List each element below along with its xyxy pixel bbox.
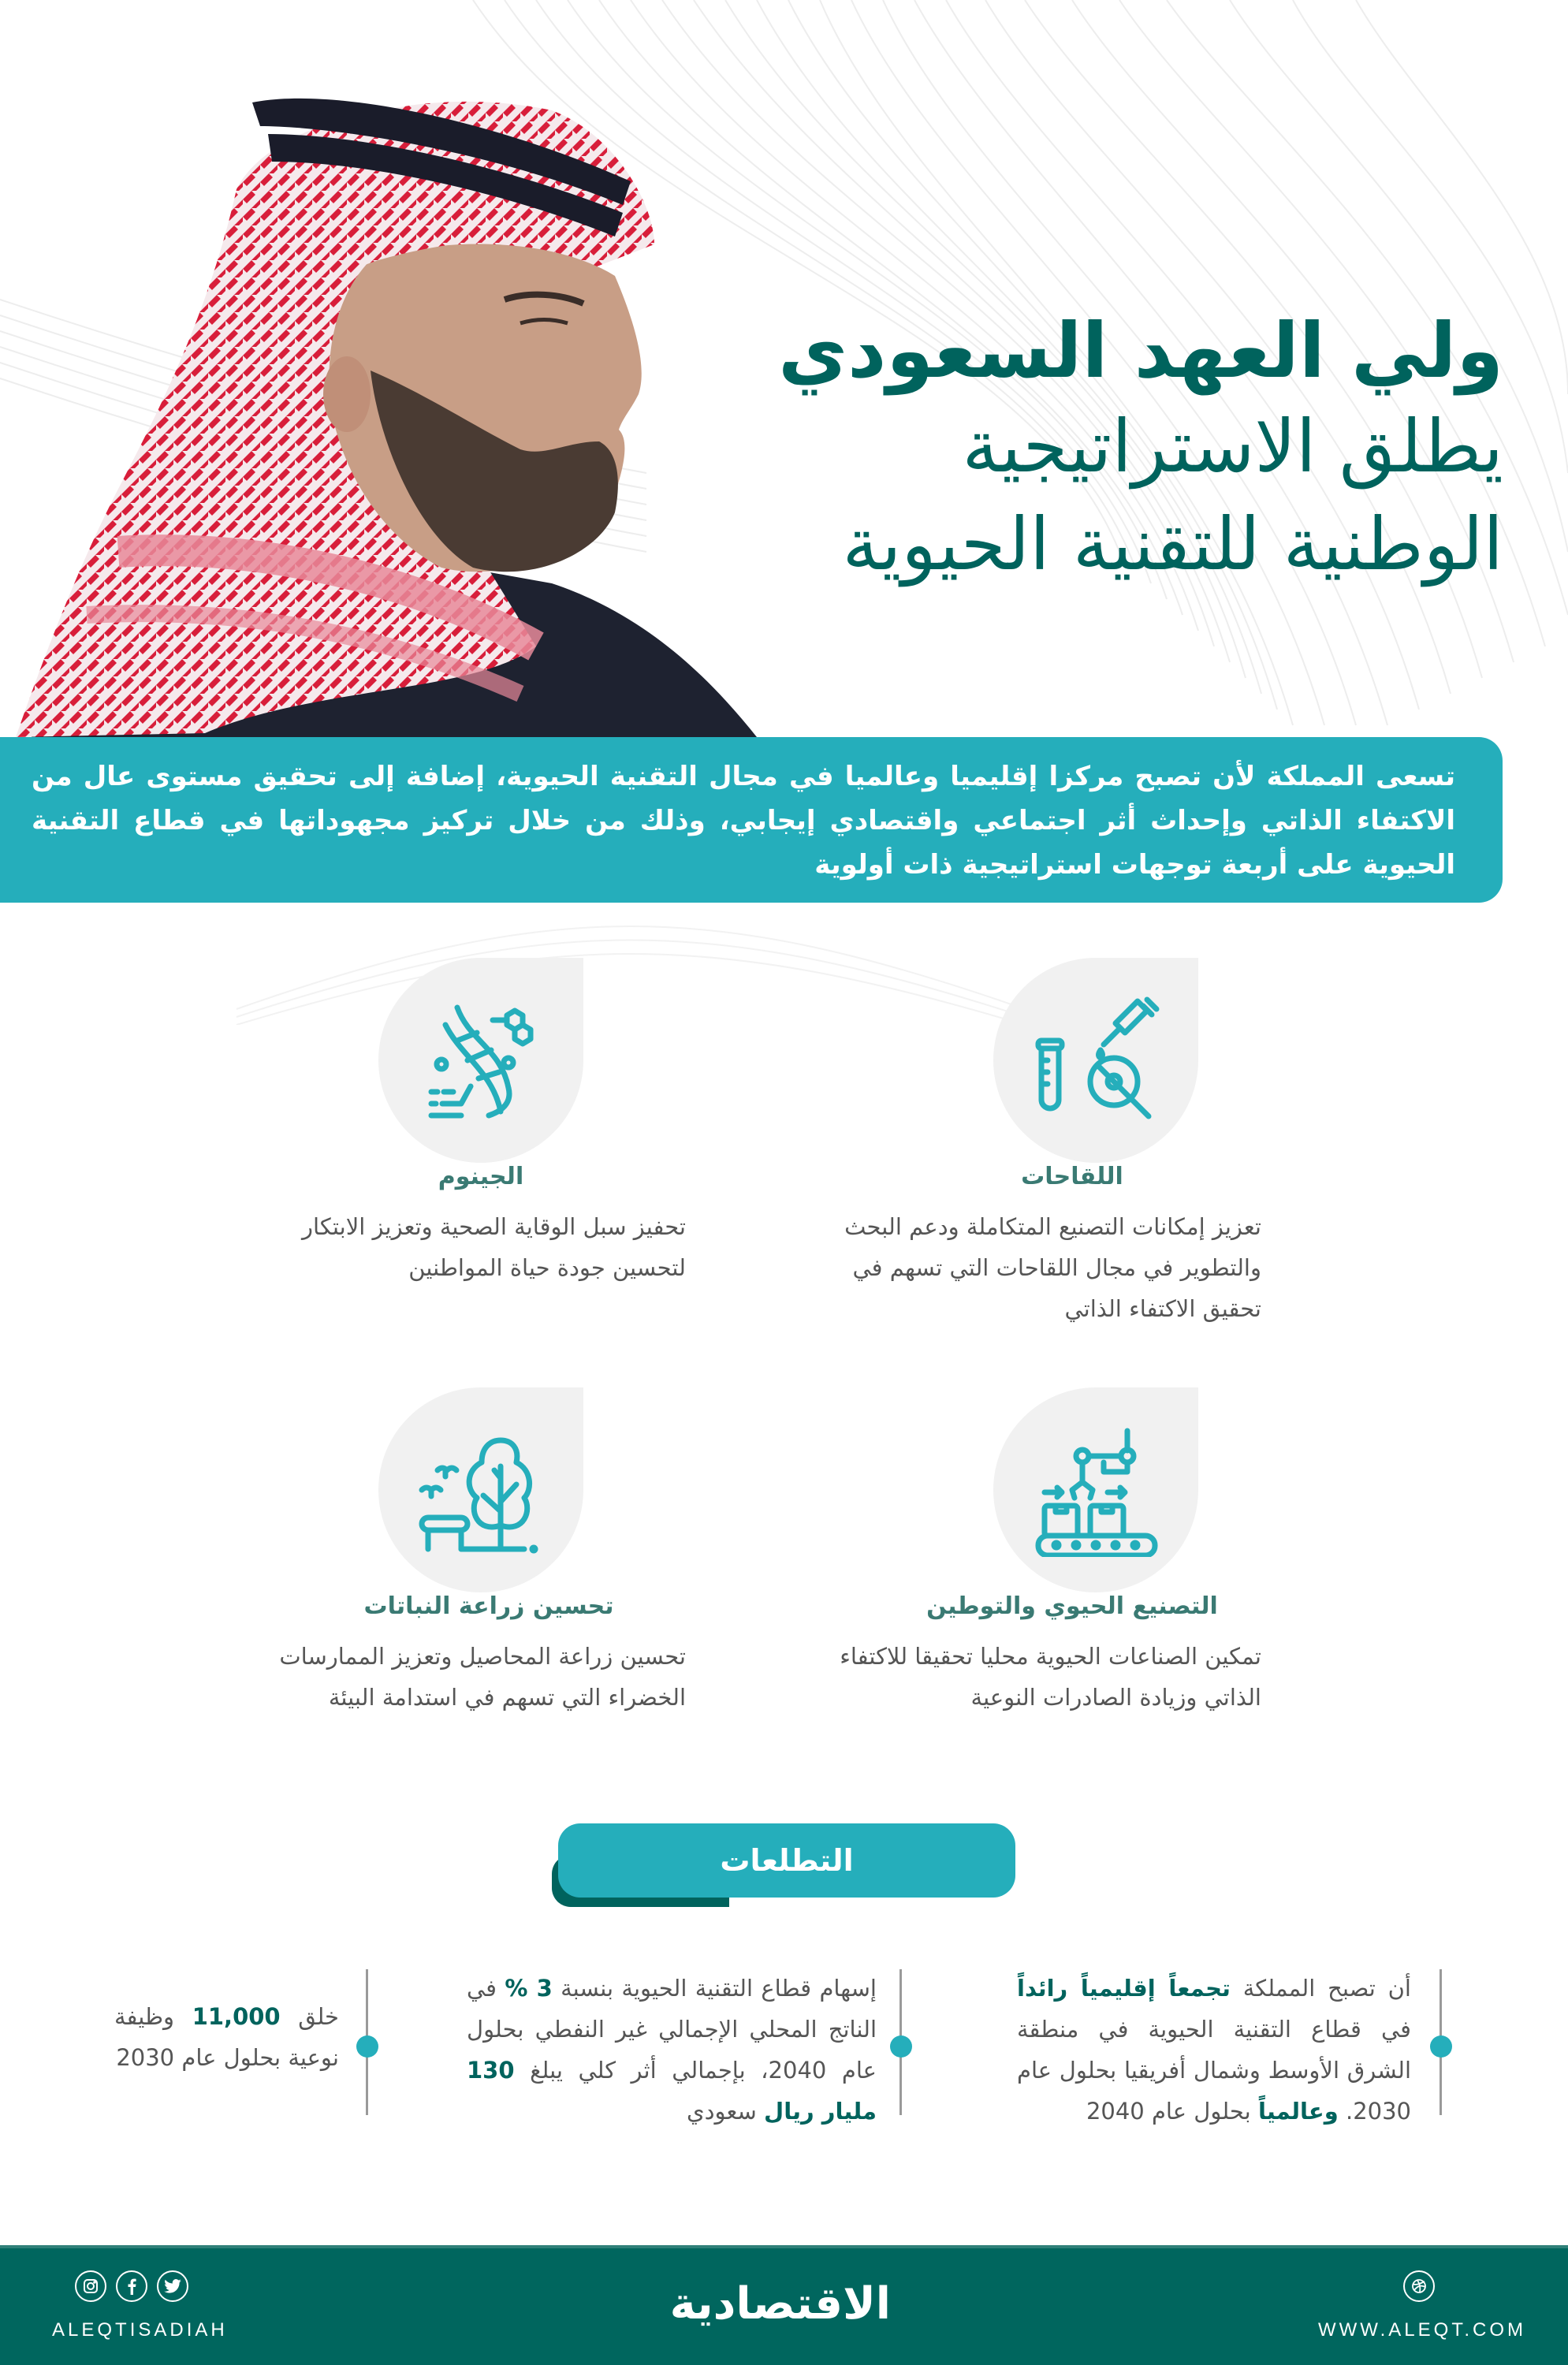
pillar-vaccines bbox=[844, 942, 1317, 1336]
pillar-title: التصنيع الحيوي والتوطين bbox=[926, 1592, 1218, 1620]
timeline-dot bbox=[890, 2035, 912, 2058]
portrait-photo bbox=[0, 0, 788, 737]
globe-icon bbox=[1403, 2270, 1435, 2302]
instagram-icon[interactable] bbox=[75, 2270, 106, 2302]
timeline-dot bbox=[356, 2035, 378, 2058]
icon-background bbox=[993, 958, 1198, 1163]
headline-line-1: ولي العهد السعودي bbox=[778, 307, 1503, 395]
pillar-title: تحسين زراعة النباتات bbox=[363, 1592, 614, 1620]
pillar-genome bbox=[268, 942, 710, 1336]
twitter-icon[interactable] bbox=[157, 2270, 188, 2302]
pillar-description: تحسين زراعة المحاصيل وتعزيز الممارسات الخضراء التي تسهم في استدامة البيئة bbox=[279, 1643, 686, 1711]
pillar-title: الجينوم bbox=[438, 1163, 524, 1190]
aspiration-item-jobs: خلق 11,000 وظيفة نوعية بحلول عام 2030 bbox=[114, 2003, 339, 2071]
aspiration-item-gdp-share: إسهام قطاع التقنية الحيوية بنسبة 3 % في الناتج المحلي الإجمالي غير النفطي بحلول عام 2040، بإجمالي أثر كلي يبلغ 130 مليار ريال سعودي bbox=[467, 1975, 877, 2125]
aspirations-header bbox=[552, 1823, 1015, 1901]
headline-line-3: الوطنية للتقنية الحيوية bbox=[842, 502, 1503, 587]
brand-logo: الاقتصادية bbox=[669, 2278, 891, 2330]
footer bbox=[0, 2245, 1568, 2365]
timeline-dot bbox=[1430, 2035, 1452, 2058]
dna-genome-icon bbox=[414, 993, 548, 1127]
intro-text: تسعى المملكة لأن تصبح مركزا إقليميا وعالميا في مجال التقنية الحيوية، إضافة إلى تحقيق مستوى عال من الاكتفاء الذاتي وإحداث أثر اجتماعي واقتصادي إيجابي، وذلك من خلال تركيز مجهوداتها في قطاع التقنية الحيوية على أربعة توجهات استراتيجية ذات أولوية bbox=[32, 761, 1455, 881]
conveyor-manufacturing-icon bbox=[1029, 1423, 1163, 1557]
pillar-description: تحفيز سبل الوقاية الصحية وتعزيز الابتكار لتحسين جودة حياة المواطنين bbox=[302, 1213, 686, 1281]
pillar-description: تعزيز إمكانات التصنيع المتكاملة ودعم البحث والتطوير في مجال اللقاحات التي تسهم في تحقيق الاكتفاء الذاتي bbox=[844, 1213, 1261, 1322]
pillar-title: اللقاحات bbox=[1021, 1163, 1123, 1190]
headline bbox=[715, 304, 1503, 594]
aspirations-title: التطلعات bbox=[720, 1843, 854, 1878]
headline-line-2: يطلق الاستراتيجية bbox=[962, 404, 1503, 489]
pillar-description: تمكين الصناعات الحيوية محليا تحقيقا للاكتفاء الذاتي وزيادة الصادرات النوعية bbox=[840, 1643, 1261, 1711]
icon-background bbox=[378, 1387, 583, 1592]
pillar-biomanufacturing bbox=[840, 1380, 1317, 1742]
tree-plant-icon bbox=[414, 1423, 548, 1557]
pillar-plant-farming bbox=[268, 1380, 710, 1742]
facebook-icon[interactable] bbox=[116, 2270, 147, 2302]
vaccine-icon bbox=[1029, 993, 1163, 1127]
social-handle[interactable]: ALEQTISADIAH bbox=[52, 2319, 228, 2341]
icon-background bbox=[378, 958, 583, 1163]
icon-background bbox=[993, 1387, 1198, 1592]
social-links bbox=[75, 2270, 188, 2302]
aspirations-pill bbox=[558, 1823, 1015, 1898]
aspiration-item-regional-hub: أن تصبح المملكة تجمعاً إقليمياً رائداً في قطاع التقنية الحيوية في منطقة الشرق الأوسط وشمال أفريقيا بحلول عام 2030. وعالمياً بحلول عام 2040 bbox=[1017, 1975, 1411, 2125]
intro-banner bbox=[0, 737, 1503, 903]
website-link[interactable]: WWW.ALEQT.COM bbox=[1318, 2319, 1526, 2341]
